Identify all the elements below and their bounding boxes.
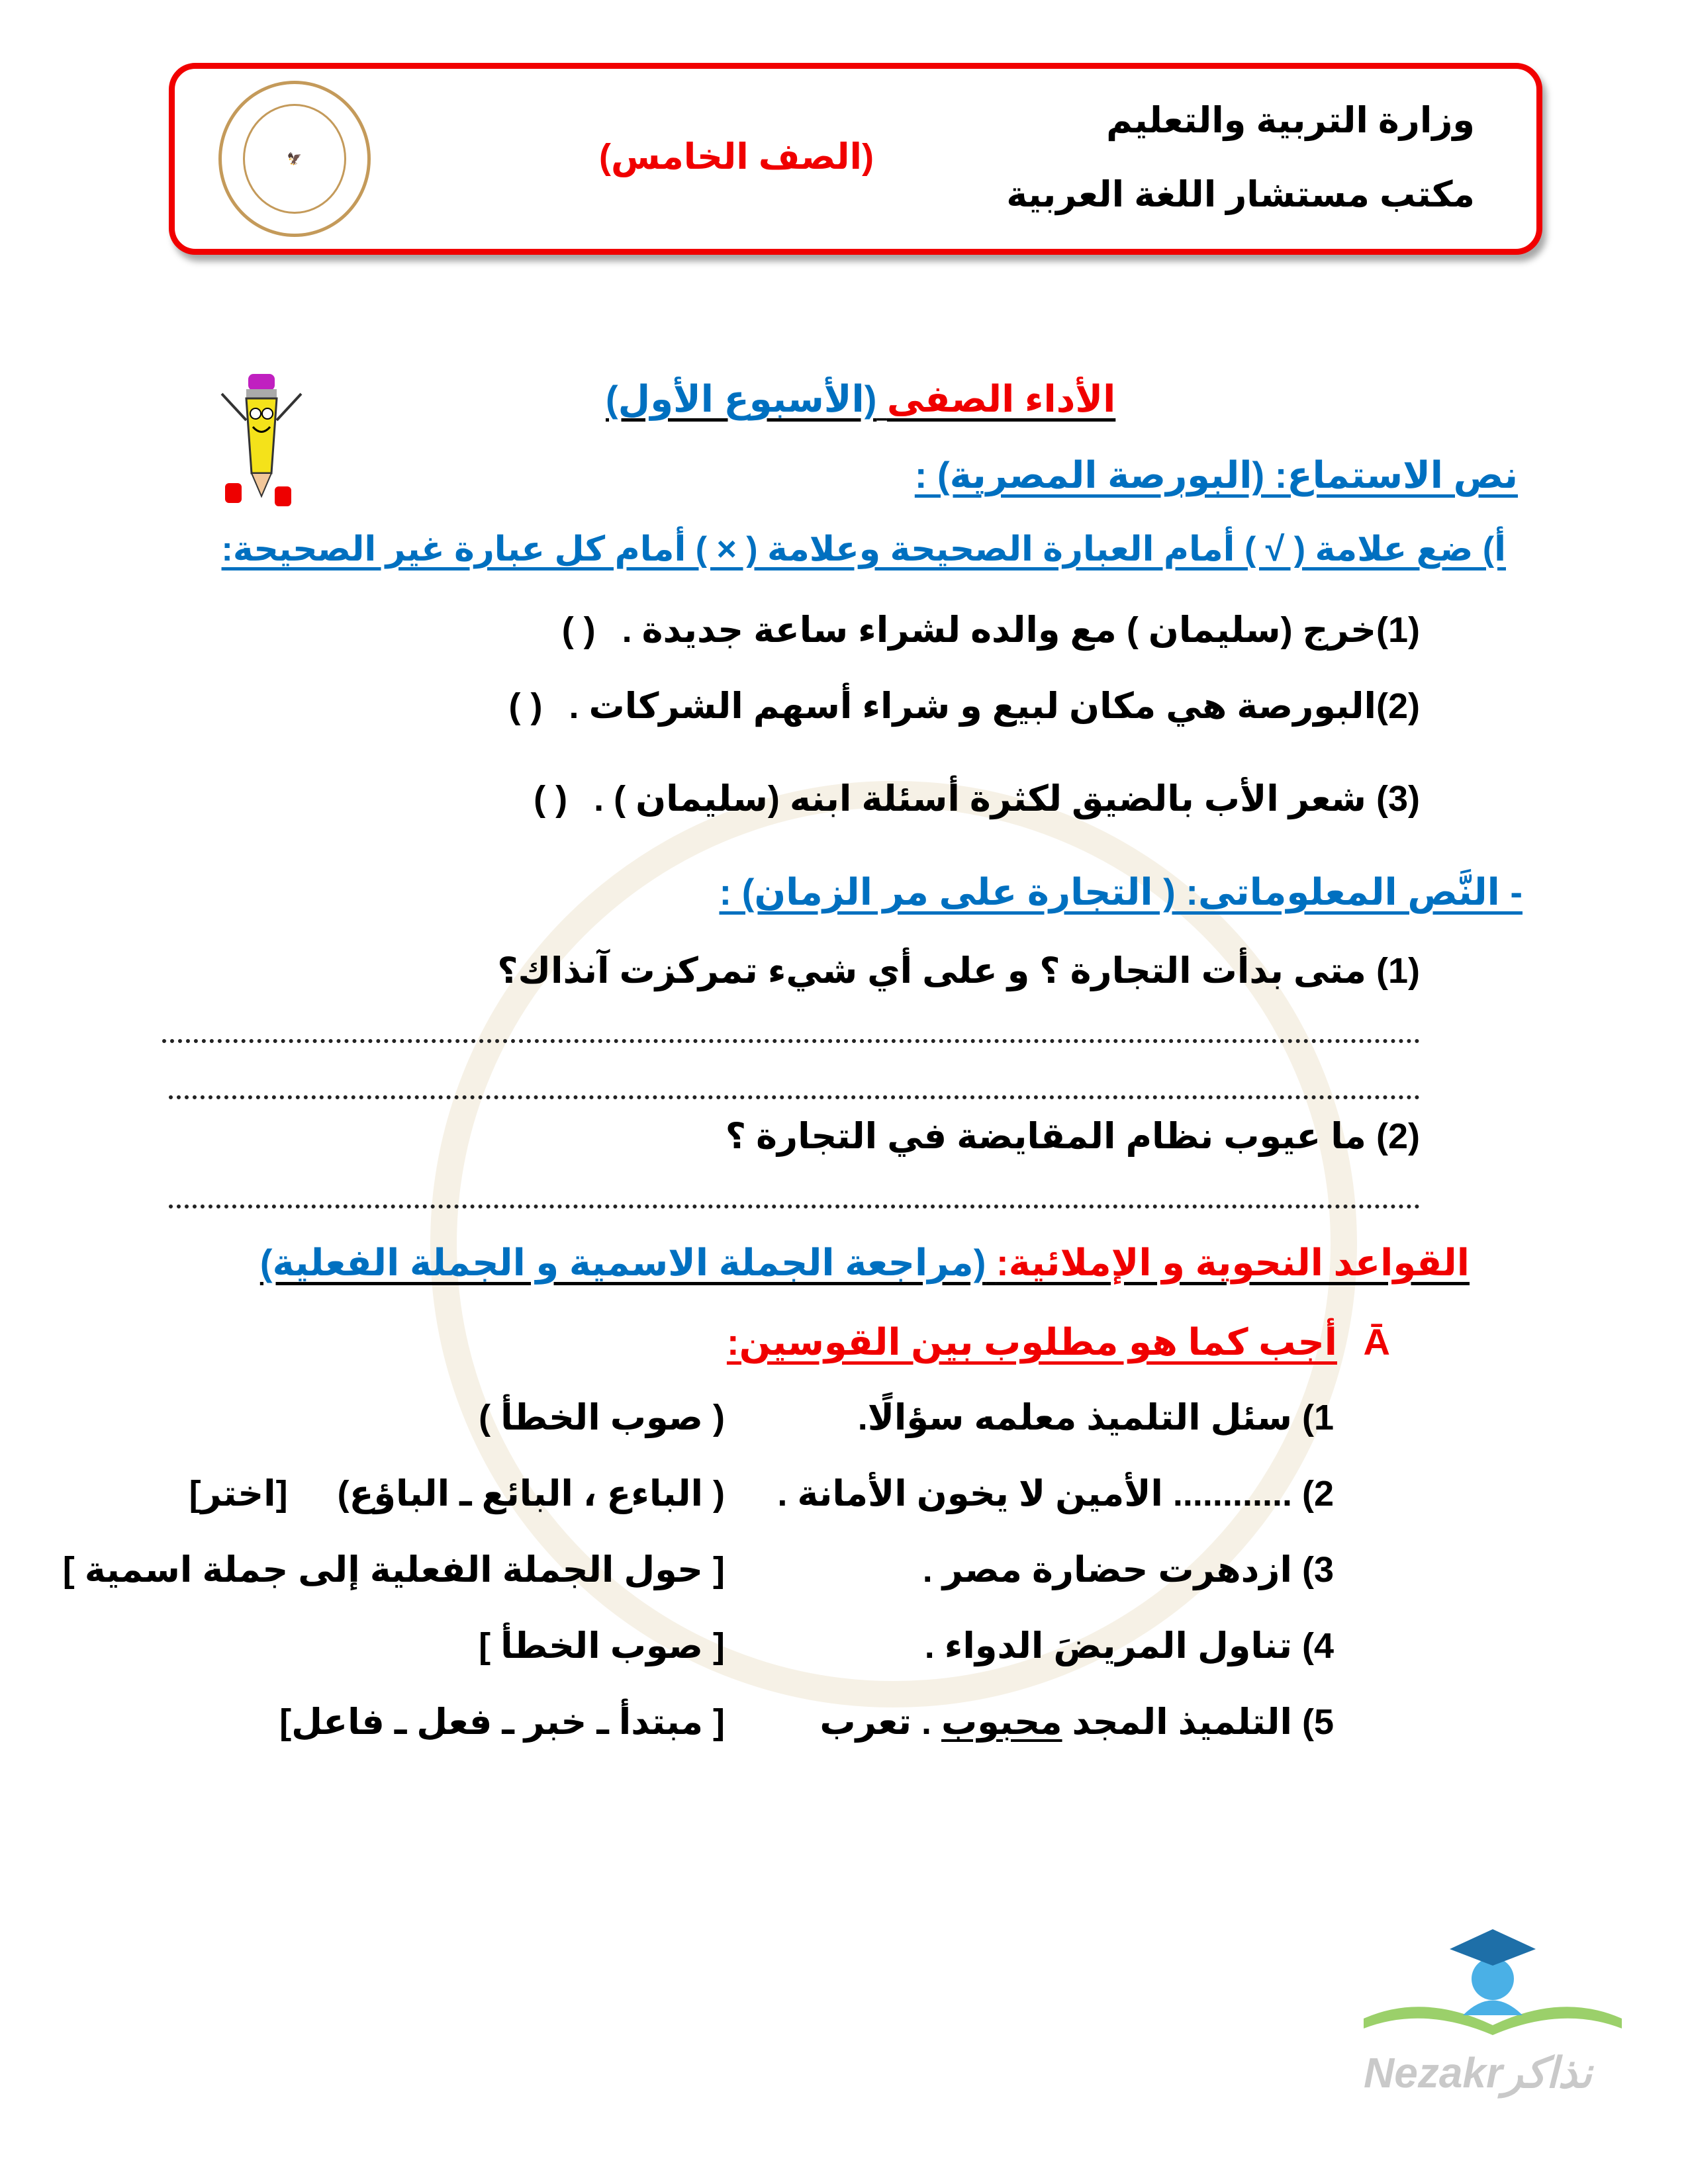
listening-row [509, 685, 1421, 727]
answer-box[interactable]: ( ) [561, 610, 596, 650]
answer-line[interactable] [169, 1205, 1420, 1208]
ministry-name: وزارة التربية والتعليم [1106, 101, 1475, 140]
grammar-row [479, 1396, 1334, 1438]
listening-heading: نص الاستماع: (البورصة المصرية) : [914, 454, 1518, 496]
grammar-instruction: أجب كما هو مطلوب بين القوسين: [726, 1321, 1337, 1363]
grammar-heading-red: القواعد النحوية و الإملائية: [996, 1242, 1470, 1283]
grammar-item: 1) سئل التلميذ معلمه سؤالًا. [857, 1398, 1334, 1437]
grammar-task: [ مبتدأ ـ خبر ـ فعل ـ فاعل] [279, 1702, 725, 1742]
grammar-item [751, 1701, 1334, 1743]
nezakr-logo-text: Nezakrنذاكر [1364, 2049, 1592, 2097]
grammar-item: 4) تناول المريضَ الدواء . [924, 1626, 1334, 1666]
page-title [606, 377, 1115, 421]
answer-line[interactable] [169, 1095, 1420, 1099]
item-text: 5) التلميذ المجد [1062, 1702, 1334, 1742]
grammar-row [189, 1473, 1334, 1514]
question-2: (2) ما عيوب نظام المقايضة في التجارة ؟ [725, 1116, 1420, 1156]
grammar-heading [260, 1241, 1470, 1285]
grammar-task: ( صوب الخطأ ) [479, 1398, 725, 1437]
grammar-task: [ حول الجملة الفعلية إلى جملة اسمية ] [62, 1550, 725, 1590]
title-part1: الأداء الصفى [886, 378, 1116, 420]
answer-box[interactable]: ( ) [534, 779, 568, 819]
listening-instruction: أ) ضع علامة ( √ ) أمام العبارة الصحيحة وعلامة ( × ) أمام كل عبارة غير الصحيحة: [221, 530, 1506, 569]
grammar-task: ( الباءع ، البائع ـ الباؤع) [اختر] [189, 1474, 725, 1514]
office-name: مكتب مستشار اللغة العربية [1006, 175, 1475, 214]
listening-row [562, 609, 1420, 651]
grade-label: (الصف الخامس) [599, 137, 874, 177]
eagle-emblem-icon: 🦅 [243, 104, 346, 214]
pencil-mascot-icon [212, 367, 311, 520]
answer-box[interactable]: ( ) [508, 686, 543, 726]
informational-heading: - النَّص المعلوماتى: ( التجارة على مر الزمان) : [719, 871, 1523, 913]
grammar-heading-blue: (مراجعة الجملة الاسمية و الجملة الفعلية) [259, 1242, 986, 1283]
listening-item: (2)البورصة هي مكان لبيع و شراء أسهم الشركات . [569, 686, 1420, 726]
grammar-row [479, 1625, 1334, 1666]
question-1: (1) متى بدأت التجارة ؟ و على أي شيء تمركزت آنذاك؟ [497, 951, 1420, 991]
ministry-seal-logo [218, 81, 371, 237]
grammar-row [279, 1701, 1334, 1743]
listening-item: (3) شعر الأب بالضيق لكثرة أسئلة ابنه (سليمان ) . [594, 779, 1420, 819]
grammar-row [63, 1549, 1334, 1590]
grammar-task: [ صوب الخطأ ] [479, 1626, 725, 1666]
item-text: . تعرب [820, 1702, 942, 1742]
underlined-word: محبوب [941, 1702, 1062, 1742]
grammar-item: 3) ازدهرت حضارة مصر . [922, 1550, 1334, 1590]
answer-line[interactable] [162, 1039, 1420, 1043]
listening-item: (1)خرج (سليمان ) مع والده لشراء ساعة جديدة . [622, 610, 1420, 650]
section-marker: Ā [1363, 1321, 1390, 1363]
grammar-item: 2) ............ الأمين لا يخون الأمانة . [777, 1474, 1334, 1514]
listening-row [534, 778, 1420, 819]
title-part2: (الأسبوع الأول) [606, 378, 877, 420]
